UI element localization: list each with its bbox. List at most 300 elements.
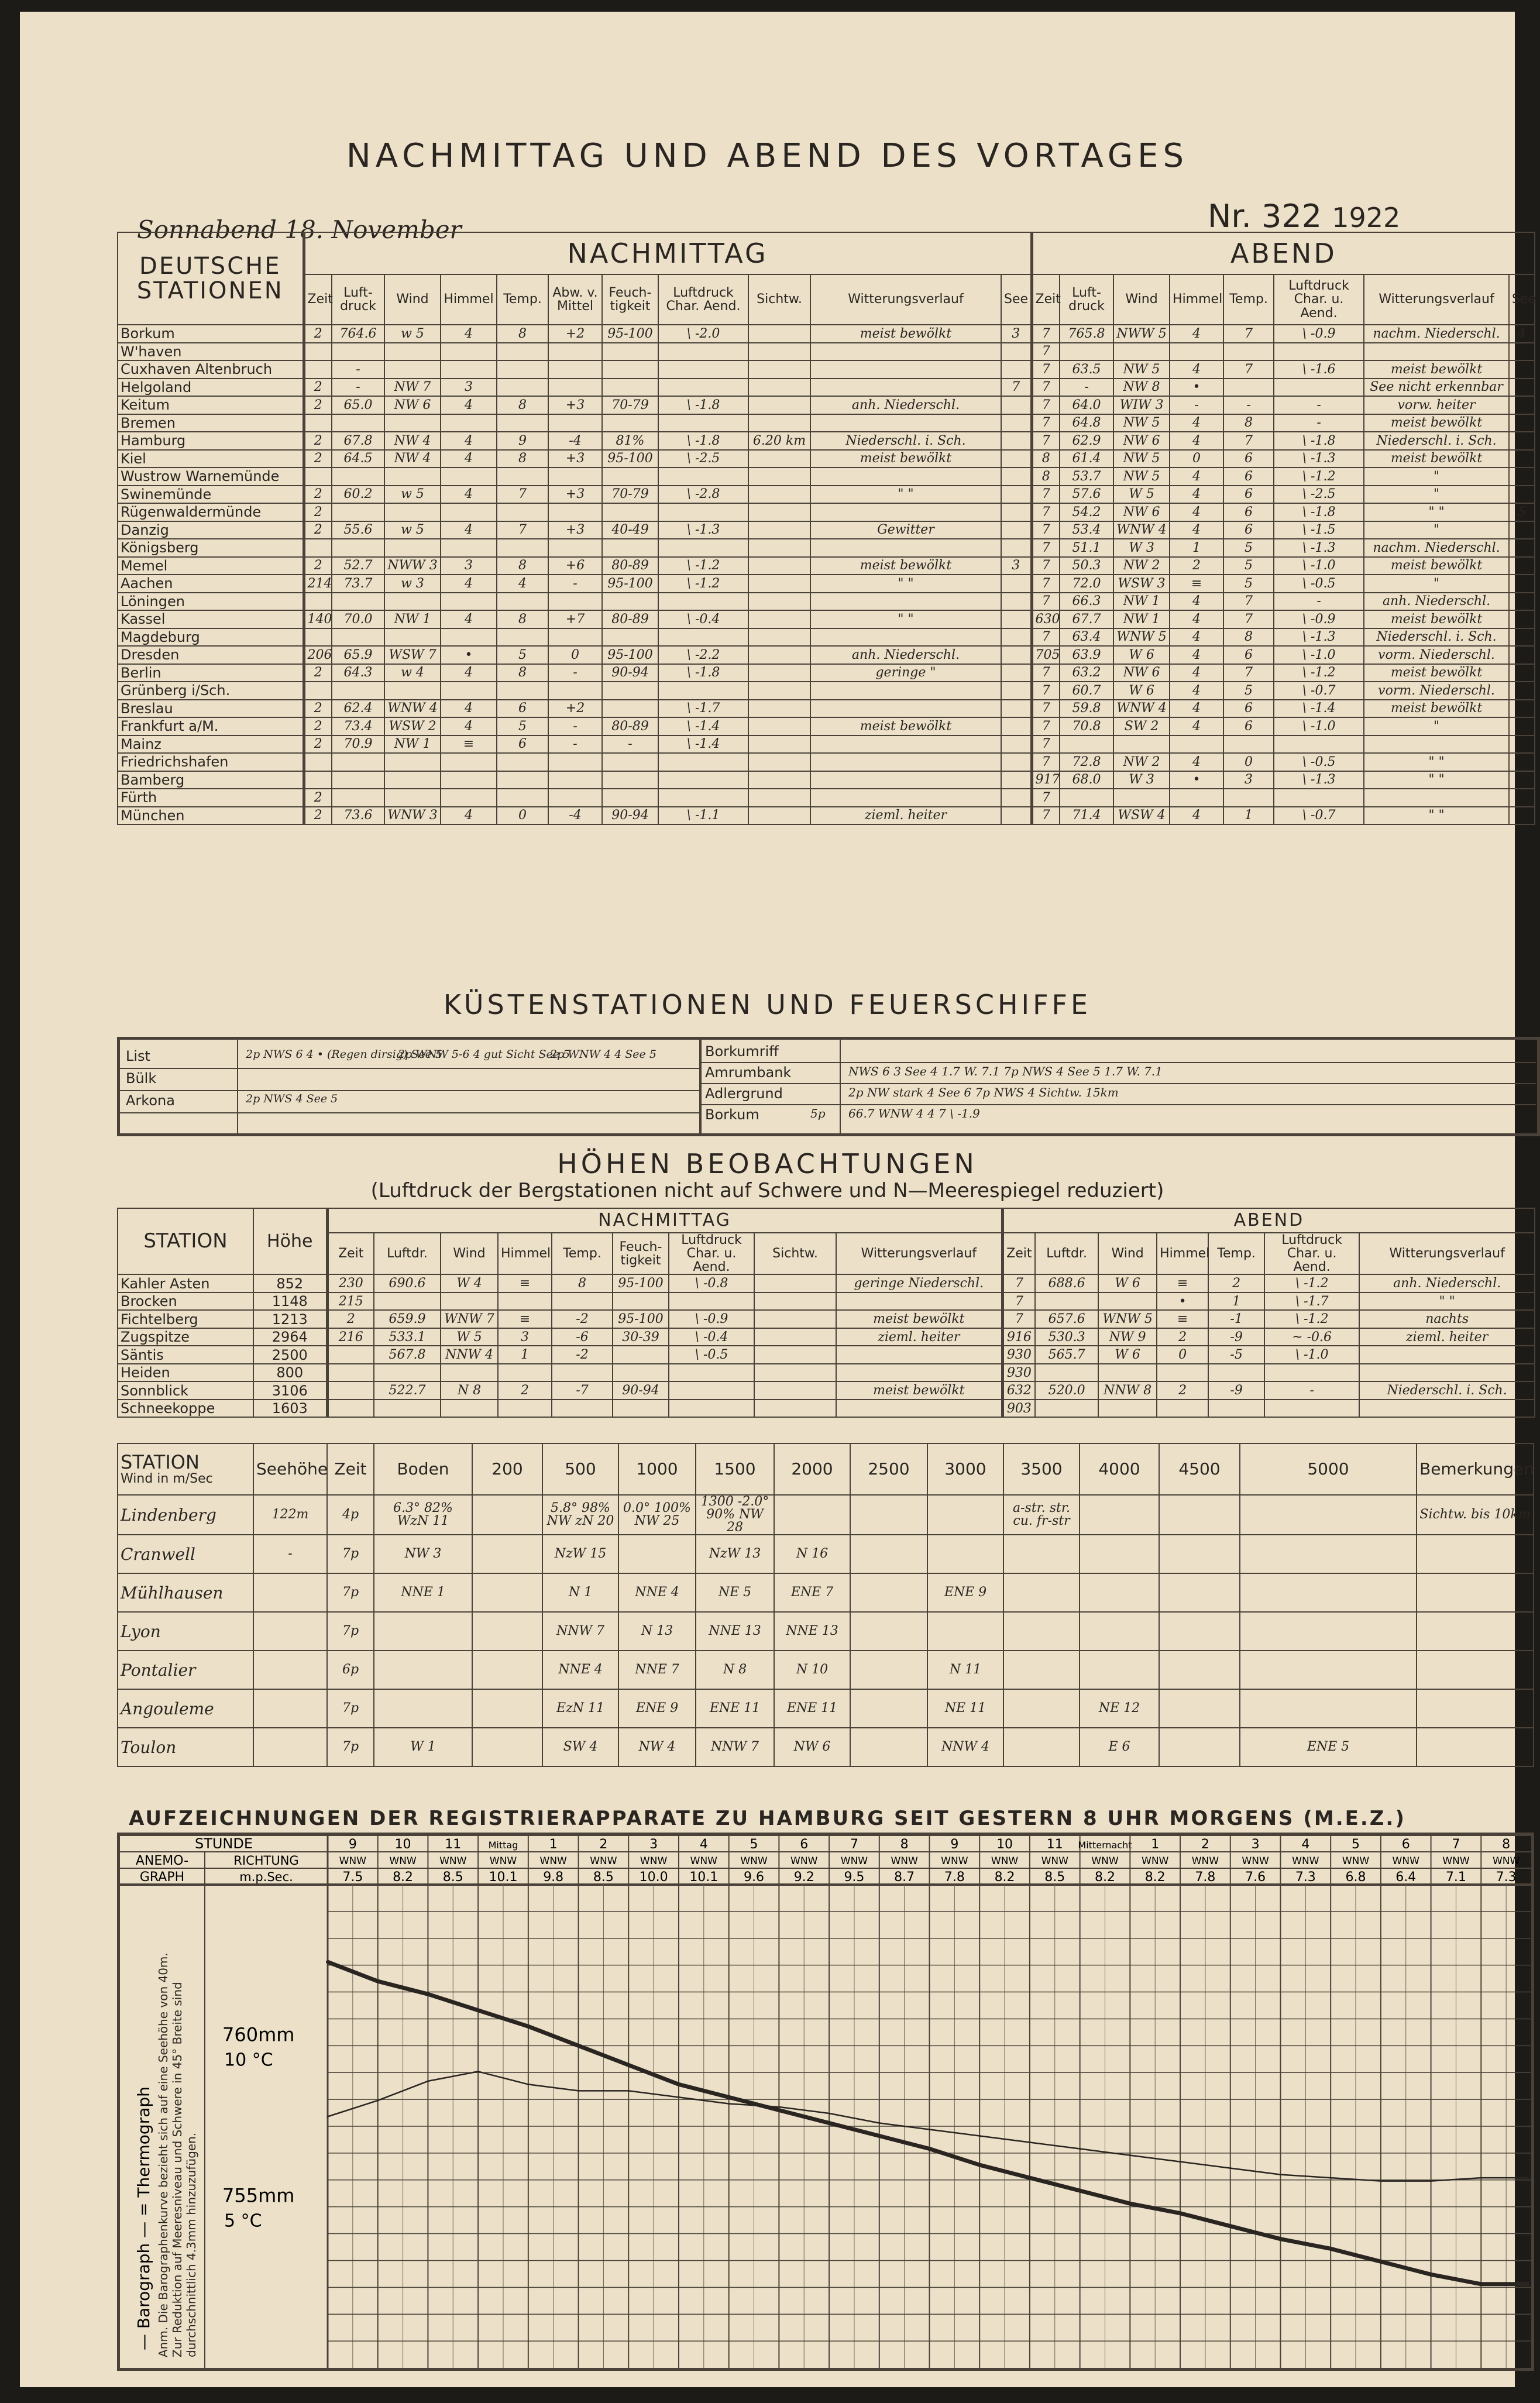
- station-cell: [1223, 379, 1274, 397]
- station-cell: [748, 467, 810, 486]
- hoehen-cell: NNW 4: [441, 1346, 498, 1364]
- station-cell: [441, 503, 497, 521]
- hoehen-cell: [327, 1400, 374, 1418]
- station-cell: 4: [1170, 628, 1223, 647]
- station-cell: meist bewölkt: [810, 717, 1001, 735]
- station-cell: meist bewölkt: [810, 450, 1001, 468]
- wind-cell: [1240, 1495, 1417, 1535]
- wind-cell: [1003, 1728, 1080, 1766]
- wind-cell: [1417, 1689, 1534, 1728]
- station-cell: [441, 628, 497, 647]
- hoehen-cell: [1035, 1364, 1098, 1382]
- hoehen-cell: [498, 1364, 552, 1382]
- station-cell: 2: [304, 717, 332, 735]
- wind-row: [118, 1535, 1534, 1573]
- station-row: [118, 575, 1535, 593]
- hoehen-cell: \ -1.0: [1264, 1346, 1359, 1364]
- station-row: [118, 610, 1535, 628]
- station-cell: 70.9: [332, 735, 384, 754]
- wind-cell: E 6: [1080, 1728, 1159, 1766]
- station-cell: 7: [1223, 360, 1274, 379]
- hoehen-cell: 659.9: [374, 1310, 441, 1328]
- wind-cell: [472, 1651, 542, 1689]
- station-cell: ": [1364, 717, 1509, 735]
- station-cell: 7: [1223, 325, 1274, 343]
- hoehen-station: Brocken: [118, 1292, 253, 1311]
- hoehen-cell: [754, 1364, 836, 1382]
- station-name: Aachen: [118, 575, 304, 593]
- station-cell: [748, 503, 810, 521]
- station-cell: [1113, 789, 1170, 807]
- station-cell: [602, 467, 658, 486]
- station-cell: 52.7: [332, 557, 384, 575]
- station-cell: 4: [441, 717, 497, 735]
- hoehen-cell: [1098, 1364, 1157, 1382]
- station-cell: 8: [1223, 414, 1274, 432]
- station-row: [118, 432, 1535, 450]
- station-cell: 4: [1170, 682, 1223, 700]
- station-name: Cuxhaven Altenbruch: [118, 360, 304, 379]
- wind-direction: WNW: [439, 1855, 467, 1867]
- station-cell: W 3: [1113, 771, 1170, 789]
- station-cell: 140: [304, 610, 332, 628]
- station-cell: NW 5: [1113, 450, 1170, 468]
- station-cell: [658, 503, 748, 521]
- wind-direction: WNW: [1292, 1855, 1319, 1867]
- station-cell: [384, 360, 441, 379]
- hoehen-cell: [374, 1364, 441, 1382]
- station-cell: 7: [1032, 325, 1060, 343]
- station-cell: [441, 467, 497, 486]
- station-cell: 0: [497, 807, 548, 825]
- kuesten-rule: [120, 1112, 699, 1113]
- station-cell: +3: [548, 486, 602, 504]
- wind-col-header: 2500: [850, 1443, 927, 1495]
- wind-direction: WNW: [489, 1855, 517, 1867]
- wind-cell: 7p: [327, 1612, 374, 1651]
- hoehen-row: [118, 1400, 1535, 1418]
- barograph-point: [827, 2121, 831, 2124]
- wind-col-header: 1000: [618, 1443, 696, 1495]
- station-cell: 5: [1223, 539, 1274, 557]
- hoehen-row: [118, 1364, 1535, 1382]
- station-row: [118, 628, 1535, 647]
- hoehen-cell: [613, 1364, 669, 1382]
- wind-cell: NNE 4: [542, 1651, 618, 1689]
- station-cell: [1001, 432, 1032, 450]
- wind-col-header: 4000: [1080, 1443, 1159, 1495]
- station-cell: [497, 789, 548, 807]
- wind-cell: 7p: [327, 1535, 374, 1573]
- wind-cell: NNE 4: [618, 1573, 696, 1612]
- station-cell: [332, 414, 384, 432]
- barograph-point: [1178, 2212, 1182, 2215]
- hoehen-cell: [374, 1400, 441, 1418]
- hoehen-cell: [1359, 1364, 1535, 1382]
- station-cell: [497, 628, 548, 647]
- station-cell: [332, 539, 384, 557]
- station-cell: [748, 628, 810, 647]
- station-cell: 2: [304, 735, 332, 754]
- station-cell: meist bewölkt: [1364, 450, 1509, 468]
- station-cell: [548, 343, 602, 361]
- kuesten-obs: 2p WNW 5-6 4 gut Sicht See 5: [398, 1048, 570, 1061]
- wind-cell: NNE 7: [618, 1651, 696, 1689]
- station-cell: " ": [1364, 807, 1509, 825]
- kuesten-station: Bülk: [126, 1070, 157, 1087]
- station-cell: [810, 360, 1001, 379]
- station-cell: 73.4: [332, 717, 384, 735]
- records-title: AUFZEICHNUNGEN DER REGISTRIERAPPARATE ZU HAMBURG SEIT GESTERN 8 UHR MORGENS (M.E.Z.): [129, 1807, 1406, 1830]
- station-cell: 6: [1223, 700, 1274, 718]
- wind-col-header: 4500: [1159, 1443, 1240, 1495]
- station-cell: 764.6: [332, 325, 384, 343]
- wind-direction: WNW: [539, 1855, 567, 1867]
- station-cell: 4: [1509, 325, 1535, 343]
- station-name: München: [118, 807, 304, 825]
- station-cell: \ -1.3: [1274, 539, 1364, 557]
- station-cell: [1509, 575, 1535, 593]
- hoehen-cell: [327, 1346, 374, 1364]
- wind-col-header: Seehöhe: [253, 1443, 327, 1495]
- station-cell: [658, 343, 748, 361]
- hoehen-station: Heiden: [118, 1364, 253, 1382]
- station-cell: [810, 343, 1001, 361]
- station-row: [118, 593, 1535, 611]
- thermograph-point: [1229, 2167, 1231, 2169]
- wind-cell: NNE 13: [774, 1612, 850, 1651]
- station-cell: WSW 3: [1113, 575, 1170, 593]
- thermograph-point: [327, 2116, 329, 2117]
- hoehen-cell: 7: [1002, 1274, 1035, 1292]
- station-name: Hamburg: [118, 432, 304, 450]
- station-cell: \ -1.4: [658, 735, 748, 754]
- abend-header: ABEND: [1032, 232, 1535, 274]
- station-cell: 7: [1032, 575, 1060, 593]
- station-cell: 64.0: [1060, 396, 1113, 414]
- station-cell: [497, 467, 548, 486]
- wind-col-header: Bemerkungen: [1417, 1443, 1534, 1495]
- station-header-line2: STATIONEN: [136, 277, 284, 304]
- wind-station: Angouleme: [118, 1689, 253, 1728]
- hoehen-cell: 657.6: [1035, 1310, 1098, 1328]
- hoehen-cell: W 4: [441, 1274, 498, 1292]
- wind-cell: 4p: [327, 1495, 374, 1535]
- station-cell: [1001, 735, 1032, 754]
- station-cell: 64.3: [332, 664, 384, 682]
- wind-speed: 8.5: [1044, 1870, 1065, 1885]
- wind-direction: WNW: [740, 1855, 768, 1867]
- station-cell: [304, 628, 332, 647]
- station-cell: [602, 700, 658, 718]
- station-cell: 70.8: [1060, 717, 1113, 735]
- hoehen-cell: anh. Niederschl.: [1359, 1274, 1535, 1292]
- wind-cell: W 1: [374, 1728, 472, 1766]
- station-cell: [1113, 343, 1170, 361]
- wind-speed: 8.2: [1144, 1870, 1166, 1885]
- nm-col-header: Luft-druck: [332, 274, 384, 325]
- station-cell: [1170, 735, 1223, 754]
- station-cell: 80-89: [602, 610, 658, 628]
- station-cell: anh. Niederschl.: [810, 396, 1001, 414]
- station-cell: " ": [810, 575, 1001, 593]
- kuesten-station: Adlergrund: [705, 1085, 783, 1102]
- wind-unit-label: Wind in m/Sec: [121, 1472, 213, 1487]
- station-cell: NW 8: [1113, 379, 1170, 397]
- station-cell: meist bewölkt: [1364, 700, 1509, 718]
- hoehen-cell: -5: [1208, 1346, 1264, 1364]
- station-cell: [1060, 343, 1113, 361]
- station-cell: w 3: [384, 575, 441, 593]
- wind-direction: WNW: [1442, 1855, 1470, 1867]
- thermograph-point: [678, 2096, 679, 2098]
- wind-cell: [1159, 1689, 1240, 1728]
- station-cell: anh. Niederschl.: [810, 646, 1001, 664]
- station-name: Friedrichshafen: [118, 753, 304, 771]
- station-cell: [1223, 789, 1274, 807]
- station-cell: [1001, 360, 1032, 379]
- hoehen-hoehe: 852: [253, 1274, 327, 1292]
- station-cell: [1509, 343, 1535, 361]
- ab-col-header: Wind: [1113, 274, 1170, 325]
- wind-speed: 10.0: [639, 1870, 668, 1885]
- wind-cell: N 10: [774, 1651, 850, 1689]
- station-cell: 765.8: [1060, 325, 1113, 343]
- station-cell: [1001, 789, 1032, 807]
- wind-col-header: 200: [472, 1443, 542, 1495]
- hoehen-row: [118, 1381, 1535, 1400]
- station-cell: [1274, 789, 1364, 807]
- station-cell: [1509, 789, 1535, 807]
- station-cell: [602, 343, 658, 361]
- station-cell: 6: [497, 700, 548, 718]
- station-cell: 4: [1170, 503, 1223, 521]
- barograph-point: [326, 1960, 329, 1964]
- station-cell: \ -1.8: [1274, 432, 1364, 450]
- wind-cell: [850, 1728, 927, 1766]
- wind-cell: 7p: [327, 1728, 374, 1766]
- ab-col-header: Luft-druck: [1060, 274, 1113, 325]
- hoehen-cell: [754, 1400, 836, 1418]
- station-cell: [1509, 664, 1535, 682]
- hoehen-nm-col: Himmel: [498, 1233, 552, 1274]
- station-name: Frankfurt a/M.: [118, 717, 304, 735]
- wind-cell: 0.0° 100% NW 25: [618, 1495, 696, 1535]
- station-cell: [497, 753, 548, 771]
- station-cell: [548, 593, 602, 611]
- station-cell: WSW 4: [1113, 807, 1170, 825]
- wind-cell: [850, 1651, 927, 1689]
- thermograph-point: [1280, 2174, 1281, 2175]
- station-cell: 50.3: [1060, 557, 1113, 575]
- hoehen-nm-col: Zeit: [327, 1233, 374, 1274]
- station-cell: 2: [304, 557, 332, 575]
- station-cell: 7: [497, 521, 548, 539]
- station-cell: 4: [441, 700, 497, 718]
- ab-col-header: See: [1509, 274, 1535, 325]
- station-cell: [1001, 539, 1032, 557]
- station-cell: NW 4: [384, 432, 441, 450]
- station-cell: 705: [1032, 646, 1060, 664]
- hoehen-ab-col: Luftdr.: [1035, 1233, 1098, 1274]
- station-cell: 4: [441, 325, 497, 343]
- hoehen-cell: 2: [1157, 1381, 1208, 1400]
- station-cell: [1001, 396, 1032, 414]
- hoehen-cell: [1157, 1400, 1208, 1418]
- wind-row: [118, 1573, 1534, 1612]
- station-cell: WNW 4: [1113, 700, 1170, 718]
- station-cell: -: [1060, 379, 1113, 397]
- hoehen-cell: [836, 1400, 1002, 1418]
- station-cell: [1001, 343, 1032, 361]
- temp-label: 10 °C: [224, 2050, 273, 2071]
- station-cell: [1509, 414, 1535, 432]
- station-cell: 65.9: [332, 646, 384, 664]
- station-row: [118, 753, 1535, 771]
- hoehen-station: Schneekoppe: [118, 1400, 253, 1418]
- station-cell: -4: [548, 807, 602, 825]
- hour-label: 1: [1151, 1837, 1160, 1852]
- station-cell: -: [1274, 414, 1364, 432]
- station-cell: +2: [548, 325, 602, 343]
- station-cell: 7: [1032, 521, 1060, 539]
- wind-station-label: STATION: [121, 1450, 200, 1473]
- station-cell: [810, 539, 1001, 557]
- hoehen-cell: [613, 1400, 669, 1418]
- station-cell: [548, 789, 602, 807]
- station-name: Löningen: [118, 593, 304, 611]
- hoehen-cell: 215: [327, 1292, 374, 1311]
- barograph-point: [1429, 2273, 1433, 2276]
- station-cell: [497, 682, 548, 700]
- kuesten-station: Borkumriff: [705, 1043, 779, 1060]
- station-cell: WIW 3: [1113, 396, 1170, 414]
- station-cell: 7: [1032, 664, 1060, 682]
- station-cell: 7: [1032, 700, 1060, 718]
- station-cell: \ -1.2: [658, 575, 748, 593]
- hoehen-nm-header: NACHMITTAG: [327, 1208, 1002, 1233]
- station-cell: [384, 467, 441, 486]
- station-row: [118, 467, 1535, 486]
- station-cell: \ -0.5: [1274, 575, 1364, 593]
- wind-direction: WNW: [640, 1855, 668, 1867]
- station-cell: WNW 4: [1113, 521, 1170, 539]
- hoehen-cell: ≡: [1157, 1274, 1208, 1292]
- station-cell: [658, 360, 748, 379]
- kuesten-title: KÜSTENSTATIONEN UND FEUERSCHIFFE: [443, 989, 1092, 1020]
- wind-cell: EzN 11: [542, 1689, 618, 1728]
- barograph-point: [627, 2063, 630, 2067]
- station-row: [118, 771, 1535, 789]
- station-cell: [548, 414, 602, 432]
- nachmittag-header: NACHMITTAG: [304, 232, 1032, 274]
- station-cell: [1509, 807, 1535, 825]
- station-cell: [748, 414, 810, 432]
- wind-cell: [1080, 1535, 1159, 1573]
- station-cell: \ -0.4: [658, 610, 748, 628]
- wind-cell: [472, 1535, 542, 1573]
- station-row: [118, 664, 1535, 682]
- wind-cell: [1417, 1728, 1534, 1766]
- station-cell: 6.20 km: [748, 432, 810, 450]
- station-cell: [497, 379, 548, 397]
- barograph-point: [1229, 2225, 1232, 2228]
- wind-cell: NNE 1: [374, 1573, 472, 1612]
- hour-label: 10: [996, 1837, 1013, 1852]
- station-cell: [748, 575, 810, 593]
- wind-station: Cranwell: [118, 1535, 253, 1573]
- hoehen-cell: zieml. heiter: [1359, 1328, 1535, 1346]
- kuesten-rule: [699, 1104, 1536, 1105]
- station-cell: 40-49: [602, 521, 658, 539]
- station-cell: [658, 467, 748, 486]
- wind-row: [118, 1728, 1534, 1766]
- station-cell: [748, 700, 810, 718]
- station-cell: [1001, 753, 1032, 771]
- station-cell: -: [1170, 396, 1223, 414]
- hoehen-row: [118, 1310, 1535, 1328]
- station-cell: +3: [548, 396, 602, 414]
- nm-col-header: Witterungsverlauf: [810, 274, 1001, 325]
- hoehen-cell: 632: [1002, 1381, 1035, 1400]
- wind-station: Toulon: [118, 1728, 253, 1766]
- barograph-point: [476, 2009, 480, 2012]
- kuesten-obs: 66.7 WNW 4 4 7 \ -1.9: [848, 1106, 980, 1120]
- station-cell: [1364, 735, 1509, 754]
- station-cell: [384, 628, 441, 647]
- station-cell: -4: [548, 432, 602, 450]
- station-cell: [1001, 700, 1032, 718]
- wind-cell: NW 6: [774, 1728, 850, 1766]
- hour-label: Mitternacht: [1078, 1840, 1132, 1851]
- station-cell: 72.0: [1060, 575, 1113, 593]
- station-cell: 6: [1223, 521, 1274, 539]
- hoehen-subtitle: (Luftdruck der Bergstationen nicht auf Schwere und N—Meerespiegel reduziert): [370, 1179, 1164, 1202]
- station-cell: [748, 450, 810, 468]
- station-cell: [1509, 593, 1535, 611]
- station-cell: 7: [1032, 343, 1060, 361]
- station-cell: NW 1: [1113, 610, 1170, 628]
- station-cell: ": [1364, 521, 1509, 539]
- station-cell: [332, 753, 384, 771]
- hoehen-cell: 7: [1002, 1310, 1035, 1328]
- wind-station: Lindenberg: [118, 1495, 253, 1535]
- wind-cell: 7p: [327, 1689, 374, 1728]
- station-name: Kiel: [118, 450, 304, 468]
- station-cell: 2: [304, 664, 332, 682]
- thermograph-point: [1129, 2154, 1131, 2156]
- hoehen-cell: 530.3: [1035, 1328, 1098, 1346]
- station-cell: [384, 414, 441, 432]
- hoehen-cell: 0: [1157, 1346, 1208, 1364]
- thermograph-point: [1480, 2177, 1482, 2179]
- wind-cell: N 13: [618, 1612, 696, 1651]
- station-cell: " ": [810, 610, 1001, 628]
- wind-speed: 7.8: [944, 1870, 965, 1885]
- station-cell: 2: [304, 789, 332, 807]
- station-cell: [1001, 503, 1032, 521]
- station-cell: 60.7: [1060, 682, 1113, 700]
- station-cell: 0: [1223, 753, 1274, 771]
- station-cell: NW 1: [1113, 593, 1170, 611]
- station-cell: \ -0.9: [1274, 610, 1364, 628]
- wind-row: [118, 1495, 1534, 1535]
- station-cell: \ -1.3: [1274, 771, 1364, 789]
- hoehen-ab-col: Temp.: [1208, 1233, 1264, 1274]
- hoehen-nm-col: Temp.: [552, 1233, 613, 1274]
- station-cell: W 5: [1113, 486, 1170, 504]
- wind-speed: 8.7: [894, 1870, 915, 1885]
